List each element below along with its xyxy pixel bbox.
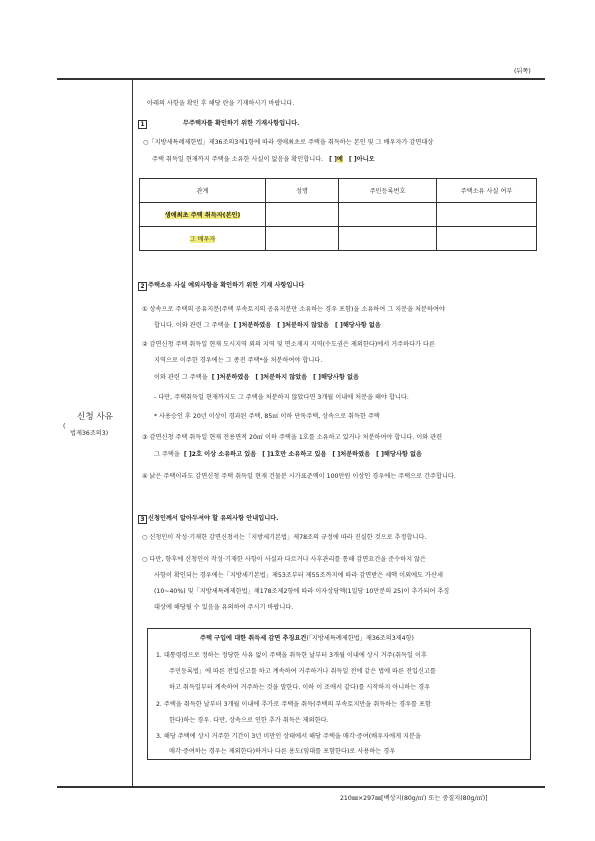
section2-number: 2	[138, 282, 147, 291]
s2-item1-option-disposed[interactable]: [ ]처분하였음	[233, 322, 272, 329]
s2-item1-option-na[interactable]: [ ]해당사항 없음	[335, 322, 381, 329]
section2-title: 주택소유 사실 예외사항을 확인하기 위한 기재 사항입니다	[148, 282, 305, 289]
relation-table	[139, 178, 537, 251]
page-label: (뒤쪽)	[514, 68, 531, 75]
row-label-self: 생애최초 주택 취득자(본인)	[140, 203, 266, 227]
s2-item2-note2: * 사용승인 후 20년 이상이 경과된 주택, 85㎡ 이하 단독주택, 상속으로 취득한 주택	[154, 413, 380, 420]
requirement-1-line1: 1. 대통령령으로 정하는 정당한 사유 없이 주택을 취득한 날부터 3개월 이내에 상시 거주(취득일 이후	[156, 652, 427, 659]
paper-spec-footer: 210㎜×297㎜[백상지(80g/㎡) 또는 중질지(80g/㎡)]	[340, 795, 488, 802]
requirement-3-line2: 매각·증여하는 경우는 제외한다)하거나 다른 용도(임대를 포함한다)로 사용하는 경우	[169, 748, 396, 755]
s3-para1: ○ 신청인이 작성·기재한 감면신청서는「지방세기본법」제78조의 규정에 따라 진실한 것으로 추정합니다.	[142, 534, 427, 541]
left-label-paren: (	[63, 423, 66, 430]
cell-spouse-name[interactable]	[266, 227, 339, 251]
cell-self-ownership[interactable]	[437, 203, 537, 227]
section3-number: 3	[138, 515, 147, 524]
s2-item2-option-not-disposed[interactable]: [ ]처분하지 않았음	[255, 374, 308, 381]
s2-item2-line1: ② 감면신청 주택 취득일 현재 도시지역 외의 지역 및 면소재지 지역(수도권은 제외한다)에서 거주하다가 다른	[142, 341, 435, 348]
top-rule	[57, 78, 545, 80]
table-header-relation: 관계	[140, 179, 266, 203]
requirement-2-line1: 2. 주택을 취득한 날부터 3개월 이내에 추가로 주택을 취득(주택의 부속토지만을 취득하는 경우를 포함	[156, 701, 431, 708]
answer-yes[interactable]: 예	[336, 156, 343, 163]
left-label-sub: 법제36조의3)	[70, 430, 109, 437]
s2-item2-option-na[interactable]: [ ]해당사항 없음	[313, 374, 359, 381]
requirement-1-line2: 주민등록법」에 따른 전입신고를 하고 계속하여 거주하거나 취득일 전에 같은 법에 따른 전입신고를	[169, 668, 436, 675]
cell-spouse-ownership[interactable]	[437, 227, 537, 251]
s2-item2-line3: 이와 관련 그 주택을 [ ]처분하였음 [ ]처분하지 않았음 [ ]해당사항 없음	[154, 374, 359, 381]
section1-title: 무주택자를 확인하기 위한 기재사항입니다.	[183, 120, 300, 127]
section3-title: 신청인께서 알아두셔야 할 유의사항 안내입니다.	[148, 515, 279, 522]
s3-para2-line3: (10~40%) 및「지방세특례제한법」제178조제2항에 따라 이자상당액(1일당 10만분의 25)이 추가되어 추징	[154, 588, 450, 595]
s1-question-line2: 주택 취득일 현재까지 주택을 소유한 사실이 없음을 확인합니다. [ ]예 [ ]아니오	[152, 156, 375, 163]
requirements-box-title: 주택 구입에 대한 취득세 감면 추징요건(「지방세특례제한법」제36조의3제4항)	[200, 635, 414, 642]
s2-item3-option-na[interactable]: [ ]해당사항 없음	[376, 451, 422, 458]
cell-self-rrn[interactable]	[339, 203, 437, 227]
requirement-2-line2: 한다)하는 경우. 다만, 상속으로 인한 추가 취득은 제외한다.	[169, 717, 329, 724]
s2-item1-line2: 합니다. 이와 관련 그 주택을 [ ]처분하였음 [ ]처분하지 않았음 [ ]해당사항 없음	[154, 322, 381, 329]
table-header-name: 성명	[266, 179, 339, 203]
s2-item3-line1: ③ 감면신청 주택 취득일 현재 전용면적 20㎡ 이하 주택을 1호를 소유하고 있거나 처분하여야 합니다. 이와 관련	[142, 434, 443, 441]
left-label-title: 신청 사유	[77, 412, 113, 422]
s2-item2-option-disposed[interactable]: [ ]처분하였음	[211, 374, 250, 381]
s2-item3-option-disposed[interactable]: [ ]처분하였음	[332, 451, 371, 458]
requirement-3-line1: 3. 해당 주택에 상시 거주한 기간이 3년 미만인 상태에서 해당 주택을 매각·증여(배우자에게 지분을	[156, 733, 421, 740]
s2-item1-option-not-disposed[interactable]: [ ]처분하지 않았음	[277, 322, 330, 329]
row-label-spouse: 그 배우자	[140, 227, 266, 251]
s2-item3-line2: 그 주택을 [ ]2호 이상 소유하고 있음 [ ]1호만 소유하고 있음 [ ]처분하였음 [ ]해당사항 없음	[154, 451, 422, 458]
s1-question-line1: ○「지방세특례제한법」제36조의3제1항에 따라 생애최초로 주택을 취득하는 본인 및 그 배우자가 감면대상	[143, 139, 434, 146]
s2-item2-line2: 지역으로 이주한 경우에는 그 종전 주택*을 처분하여야 합니다.	[154, 357, 323, 364]
s2-item4: ④ 낡은 주택이라도 감면신청 주택 취득일 현재 건물분 시가표준액이 100만원 이상인 경우에는 주택으로 간주합니다.	[142, 473, 456, 480]
intro-text: 아래의 사항을 확인 후 해당 란을 기재하시기 바랍니다.	[147, 100, 295, 107]
section1-number: 1	[138, 120, 147, 129]
column-divider	[132, 79, 133, 786]
s2-item2-note1: - 다만, 주택취득일 현재까지도 그 주택을 처분하지 않았다면 3개월 이내에 처분을 해야 합니다.	[154, 394, 409, 401]
s2-item3-option-one[interactable]: [ ]1호만 소유하고 있음	[262, 451, 327, 458]
s2-item3-option-two-or-more[interactable]: [ ]2호 이상 소유하고 있음	[183, 451, 257, 458]
bottom-rule	[57, 786, 545, 788]
answer-no[interactable]: 아니오	[356, 156, 375, 163]
s3-para2-line4: 대상에 해당될 수 있음을 유의하여 주시기 바랍니다.	[154, 604, 294, 611]
s3-para2-line2: 사항이 확인되는 경우에는「지방세기본법」제53조부터 제55조까지에 따라 감면받은 세액 이외에도 가산세	[154, 572, 443, 579]
requirement-1-line3: 하고 취득일부터 계속하여 거주하는 것을 말한다. 이하 이 조에서 같다)를 시작하지 아니하는 경우	[169, 684, 431, 691]
cell-spouse-rrn[interactable]	[339, 227, 437, 251]
cell-self-name[interactable]	[266, 203, 339, 227]
s2-item1-line1: ① 상속으로 주택의 공유지분(주택 부속토지의 공유지분만 소유하는 경우 포함)을 소유하여 그 지분을 처분하여야	[142, 306, 445, 313]
s3-para2-line1: ○ 다만, 향후에 신청인이 작성·기재한 사항이 사실과 다르거나 사후관리를 통해 감면요건을 준수하지 않은	[142, 556, 426, 563]
table-header-rrn: 주민등록번호	[339, 179, 437, 203]
table-header-ownership: 주택소유 사실 여부	[437, 179, 537, 203]
